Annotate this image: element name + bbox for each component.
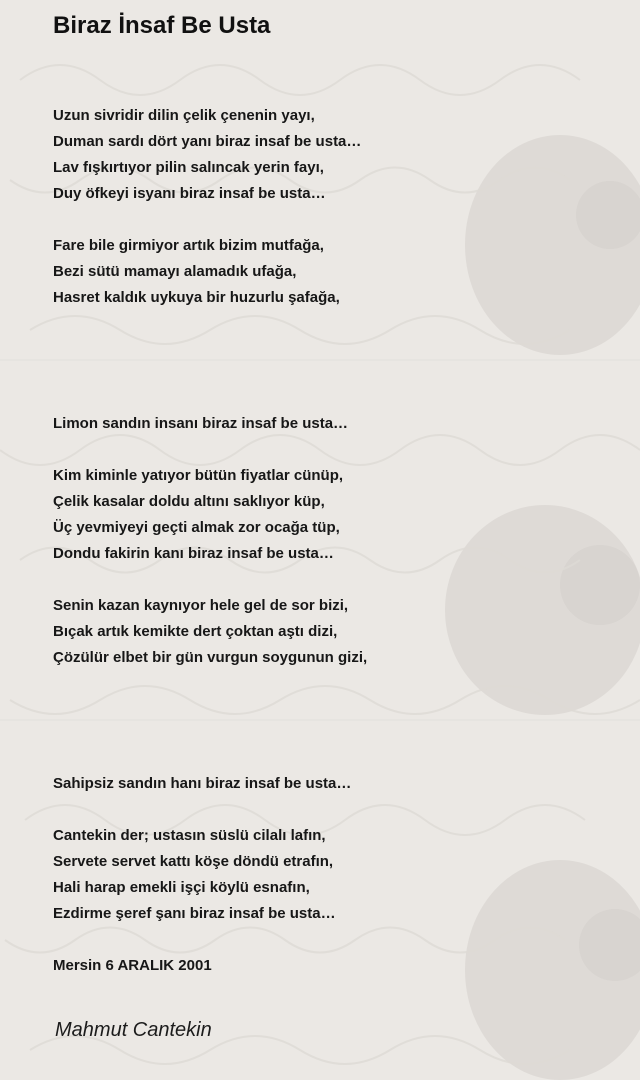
poem-line: Limon sandın insanı biraz insaf be usta… bbox=[53, 415, 349, 432]
poem-line: Duman sardı dört yanı biraz insaf be usta… bbox=[53, 133, 362, 150]
poem-date-place bbox=[53, 953, 613, 979]
poem-title: Biraz İnsaf Be Usta bbox=[53, 12, 271, 39]
poem-line: Bıçak artık kemikte dert çoktan aştı dizi, bbox=[53, 623, 338, 640]
poem-line: Lav fışkırtıyor pilin salıncak yerin fayı, bbox=[53, 159, 324, 176]
stanza-5 bbox=[53, 593, 613, 671]
poem-line: Çelik kasalar doldu altını saklıyor küp, bbox=[53, 493, 325, 510]
poem-line: Üç yevmiyeyi geçti almak zor ocağa tüp, bbox=[53, 519, 340, 536]
poem-line: Fare bile girmiyor artık bizim mutfağa, bbox=[53, 237, 324, 254]
poem-line: Çözülür elbet bir gün vurgun soygunun gizi, bbox=[53, 649, 368, 666]
poem-line: Dondu fakirin kanı biraz insaf be usta… bbox=[53, 545, 334, 562]
stanza-3 bbox=[53, 411, 613, 437]
poem-line: Duy öfkeyi isyanı biraz insaf be usta… bbox=[53, 185, 326, 202]
stanza-2 bbox=[53, 233, 613, 311]
poem-line: Senin kazan kaynıyor hele gel de sor bizi, bbox=[53, 597, 349, 614]
poem-line: Uzun sivridir dilin çelik çenenin yayı, bbox=[53, 107, 315, 124]
stanza-4 bbox=[53, 463, 613, 567]
date-line: Mersin 6 ARALIK 2001 bbox=[53, 957, 212, 974]
poem-line: Hali harap emekli işçi köylü esnafın, bbox=[53, 879, 310, 896]
poem-line: Bezi sütü mamayı alamadık ufağa, bbox=[53, 263, 297, 280]
poem-author: Mahmut Cantekin bbox=[55, 1019, 212, 1041]
stanza-7 bbox=[53, 823, 613, 927]
poem-line: Ezdirme şeref şanı biraz insaf be usta… bbox=[53, 905, 336, 922]
poem-line: Cantekin der; ustasın süslü cilalı lafın, bbox=[53, 827, 326, 844]
stanza-1 bbox=[53, 103, 613, 207]
poem-line: Kim kiminle yatıyor bütün fiyatlar cünüp, bbox=[53, 467, 344, 484]
stanza-6 bbox=[53, 771, 613, 797]
poem-line: Servete servet kattı köşe döndü etrafın, bbox=[53, 853, 334, 870]
poem-line: Hasret kaldık uykuya bir huzurlu şafağa, bbox=[53, 289, 340, 306]
poem-line: Sahipsiz sandın hanı biraz insaf be usta… bbox=[53, 775, 352, 792]
